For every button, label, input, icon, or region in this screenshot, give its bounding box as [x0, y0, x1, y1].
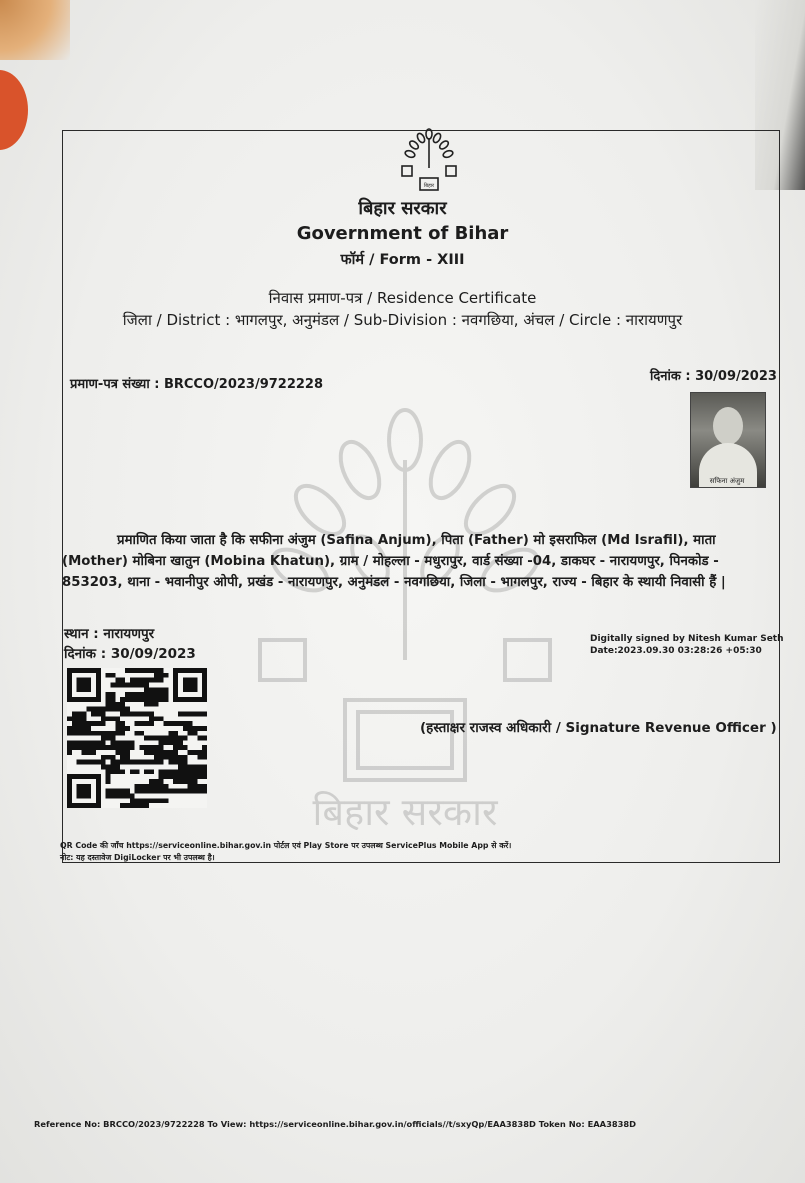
- corner-shadow: [0, 0, 70, 60]
- certification-paragraph: प्रमाणित किया जाता है कि सफीना अंजुम (Safina Anjum), पिता (Father) मो इसराफिल (Md Israfil), माता (Mother) मोबिना खातुन (Mobina Khatun), ग्राम / मोहल्ला - मधुरापुर, वार्ड संख्या -04, डाकघर - नारायणपुर, पिनकोड - 853203, थाना - भवानीपुर ओपी, प्रखंड - नारायणपुर, अनुमंडल - नवगछिया, जिला - भागलपुर, राज्य - बिहार के स्थायी निवासी हैं |: [62, 533, 726, 590]
- photo-caption: सफिना अंजुम: [709, 477, 745, 485]
- digital-signature: [590, 633, 784, 657]
- digilocker-note: नोट: यह दस्तावेज DigiLocker पर भी उपलब्ध है।: [60, 853, 215, 862]
- certificate-title: निवास प्रमाण-पत्र / Residence Certificate: [268, 289, 537, 307]
- emblem-text: बिहार: [423, 183, 435, 189]
- certificate-number: प्रमाण-पत्र संख्या : BRCCO/2023/9722228: [70, 377, 324, 392]
- watermark-text: बिहार सरकार: [312, 790, 498, 830]
- signature-label: (हस्ताक्षर राजस्व अधिकारी / Signature Revenue Officer ): [420, 720, 777, 736]
- bihar-emblem-watermark: [240, 400, 570, 830]
- signed-date: दिनांक : 30/09/2023: [64, 646, 196, 662]
- place-label: स्थान : नारायणपुर: [64, 626, 155, 642]
- qr-verification-note: QR Code की जाँच https://serviceonline.bihar.gov.in पोर्टल एवं Play Store पर उपलब्ध ServicePlus Mobile App से करें।: [60, 841, 512, 850]
- applicant-photo: [690, 392, 766, 488]
- bihar-emblem-logo: [398, 128, 460, 194]
- state-hindi-title: बिहार सरकार: [358, 198, 447, 219]
- issue-date: दिनांक : 30/09/2023: [650, 369, 777, 384]
- district-line: जिला / District : भागलपुर, अनुमंडल / Sub-Division : नवगछिया, अंचल / Circle : नारायणपुर: [122, 311, 683, 329]
- digital-signature-name: Digitally signed by Nitesh Kumar Seth: [590, 634, 784, 644]
- photo-face: [713, 407, 743, 445]
- government-title: Government of Bihar: [296, 223, 509, 244]
- digital-signature-date: Date:2023.09.30 03:28:26 +05:30: [590, 646, 762, 656]
- reference-line: Reference No: BRCCO/2023/9722228 To View: https://serviceonline.bihar.gov.in/officials//t/sxyQp/EAA3838D Token No: EAA3838D: [34, 1119, 637, 1129]
- form-number: फॉर्म / Form - XIII: [340, 252, 465, 268]
- certificate-body: [62, 530, 772, 593]
- qr-code[interactable]: [67, 667, 207, 809]
